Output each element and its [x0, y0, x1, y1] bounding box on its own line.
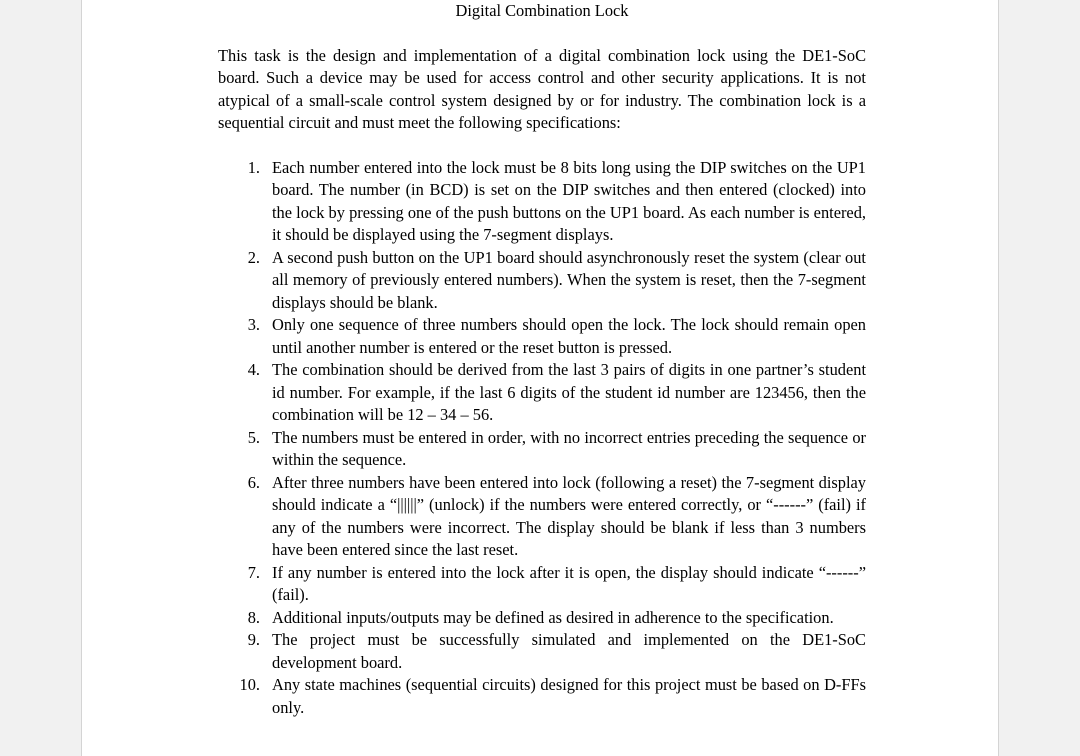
list-item-text: The project must be successfully simulated and implemented on the DE1-SoC development board.	[272, 630, 866, 672]
specification-list	[218, 157, 866, 720]
list-item-text: The combination should be derived from the last 3 pairs of digits in one partner’s student id number. For example, if the last 6 digits of the student id number are 123456, then the combination will be 12 – 34 – 56.	[272, 360, 866, 424]
list-item-number: 9.	[247, 630, 260, 649]
list-item-text: Only one sequence of three numbers should open the lock. The lock should remain open until another number is entered or the reset button is pressed.	[272, 315, 866, 357]
list-item	[218, 629, 866, 674]
list-item-number: 6.	[247, 472, 260, 492]
list-item-number: 3.	[247, 315, 260, 334]
list-item-text: Additional inputs/outputs may be defined as desired in adherence to the specification.	[272, 607, 834, 627]
list-item	[218, 674, 866, 719]
list-item-text: If any number is entered into the lock after it is open, the display should indicate “------” (fail).	[272, 562, 866, 604]
list-item-number: 1.	[247, 157, 260, 177]
list-item	[218, 157, 866, 247]
list-item	[218, 562, 866, 607]
page-title: Digital Combination Lock	[455, 1, 629, 20]
document-content	[218, 0, 866, 719]
list-item-number: 10.	[239, 675, 260, 694]
list-item	[218, 427, 866, 472]
list-item-number: 4.	[247, 360, 260, 379]
list-item	[218, 607, 866, 630]
list-item-text: A second push button on the UP1 board should asynchronously reset the system (clear out all memory of previously entered numbers). When the system is reset, then the 7-segment displays should be blank.	[272, 247, 866, 312]
list-item-number: 7.	[247, 562, 260, 582]
list-item-number: 5.	[247, 427, 260, 447]
list-item-text: After three numbers have been entered into lock (following a reset) the 7-segment display should indicate a “||||||” (unlock) if the numbers were entered correctly, or “------” (fail) if any of the numbers were incorrect. The display should be blank if less than 3 numbers have been entered since the last reset.	[272, 472, 866, 559]
list-item	[218, 314, 866, 359]
list-item	[218, 359, 866, 427]
list-item-number: 8.	[247, 607, 260, 627]
list-item-number: 2.	[247, 247, 260, 267]
list-item-text: The numbers must be entered in order, with no incorrect entries preceding the sequence or within the sequence.	[272, 427, 866, 469]
list-item-text: Each number entered into the lock must be 8 bits long using the DIP switches on the UP1 board. The number (in BCD) is set on the DIP switches and then entered (clocked) into the lock by pressing one of the push buttons on the UP1 board. As each number is entered, it should be displayed using the 7-segment displays.	[272, 157, 866, 244]
list-item-text: Any state machines (sequential circuits) designed for this project must be based on D-FFs only.	[272, 675, 866, 717]
intro-paragraph: This task is the design and implementation of a digital combination lock using the DE1-SoC board. Such a device may be used for access control and other security applications. It is not atypical of a small-scale control system designed by or for industry. The combination lock is a sequential circuit and must meet the following specifications:	[218, 45, 866, 132]
list-item	[218, 472, 866, 562]
document-page	[81, 0, 999, 756]
list-item	[218, 247, 866, 315]
